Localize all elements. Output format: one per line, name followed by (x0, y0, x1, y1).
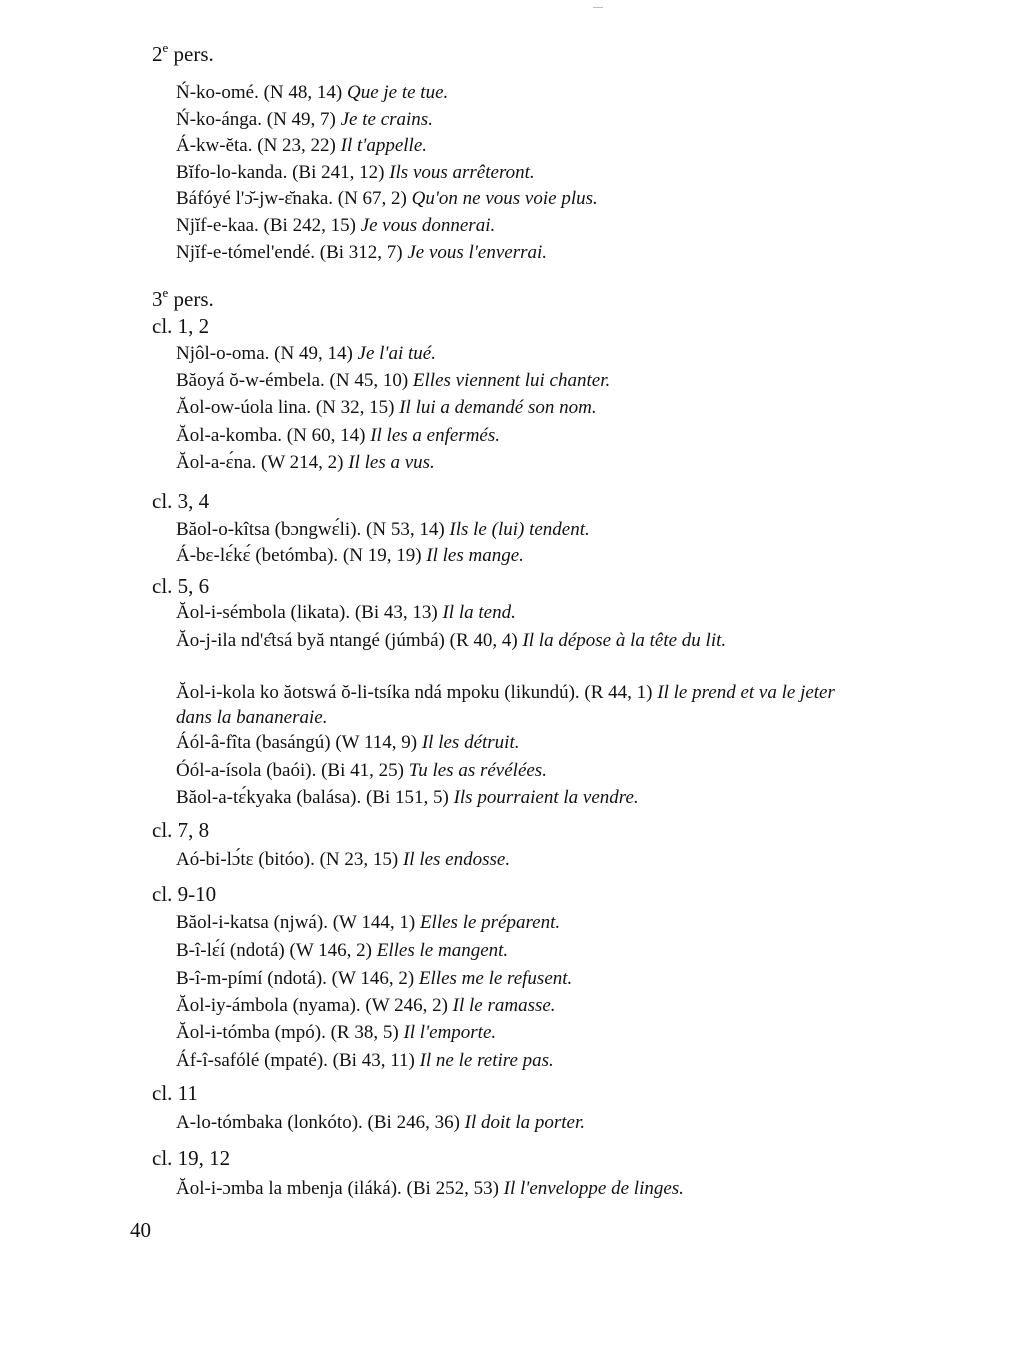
section-heading: cl. 3, 4 (152, 489, 210, 513)
section-heading: cl. 5, 6 (152, 574, 210, 598)
section-heading: cl. 9-10 (152, 882, 217, 906)
example-line: Ăol-i-tómba (mpó). (R 38, 5) Il l'emporte. (176, 1022, 497, 1043)
example-line: Báfóyé l'ɔ̆-jw-ɛ̆naka. (N 67, 2) Qu'on ne vous voie plus. (176, 188, 598, 209)
example-line: Bĭfo-lo-kanda. (Bi 241, 12) Ils vous arrêteront. (176, 162, 535, 183)
example-line: Ăol-i-sémbola (likata). (Bi 43, 13) Il la tend. (176, 602, 516, 623)
section-heading: 2e pers. (152, 40, 214, 66)
section-heading: cl. 7, 8 (152, 818, 210, 842)
example-line: Njĭf-e-tómel'endé. (Bi 312, 7) Je vous l'enverrai. (176, 242, 548, 263)
example-line: Ăo-j-ila nd'ɛ̂tsá byă ntangé (júmbá) (R 40, 4) Il la dépose à la tête du lit. (176, 630, 727, 651)
example-line: Ăol-i-ɔmba la mbenja (iláká). (Bi 252, 53) Il l'enveloppe de linges. (176, 1178, 684, 1199)
example-line: Băol-i-katsa (njwá). (W 144, 1) Elles le préparent. (176, 912, 561, 933)
section-heading: cl. 11 (152, 1081, 198, 1105)
example-line: Áól-â-fîta (basángú) (W 114, 9) Il les détruit. (176, 732, 520, 753)
example-line: Ăol-iy-ámbola (nyama). (W 246, 2) Il le ramasse. (176, 995, 556, 1016)
example-line: Óól-a-ísola (baói). (Bi 41, 25) Tu les as révélées. (176, 760, 547, 781)
example-line: A-lo-tómbaka (lonkóto). (Bi 246, 36) Il doit la porter. (176, 1112, 585, 1133)
example-line: Ăol-ow-úola lina. (N 32, 15) Il lui a demandé son nom. (176, 397, 597, 418)
section-heading: cl. 19, 12 (152, 1146, 231, 1170)
scan-mark (593, 7, 603, 8)
example-line: Njĭf-e-kaa. (Bi 242, 15) Je vous donnerai. (176, 215, 496, 236)
example-line: Á-kw-ĕta. (N 23, 22) Il t'appelle. (176, 135, 427, 156)
example-line: Njôl-o-oma. (N 49, 14) Je l'ai tué. (176, 343, 436, 364)
example-line: Aó-bi-lɔ́tɛ (bitóo). (N 23, 15) Il les endosse. (176, 849, 511, 870)
section-heading: cl. 1, 2 (152, 314, 210, 338)
example-line: Băoyá ŏ-w-émbela. (N 45, 10) Elles viennent lui chanter. (176, 370, 611, 391)
example-line: Băol-a-tɛ́kyaka (balása). (Bi 151, 5) Ils pourraient la vendre. (176, 787, 639, 808)
example-line: Ăol-a-ɛ́na. (W 214, 2) Il les a vus. (176, 452, 435, 473)
example-line: Áf-î-safólé (mpaté). (Bi 43, 11) Il ne le retire pas. (176, 1050, 554, 1071)
example-line: B-î-lɛ́í (ndotá) (W 146, 2) Elles le mangent. (176, 940, 509, 961)
example-line: B-î-m-pímí (ndotá). (W 146, 2) Elles me le refusent. (176, 968, 573, 989)
page-number: 40 (130, 1218, 151, 1242)
example-line: Ń-ko-omé. (N 48, 14) Que je te tue. (176, 82, 449, 103)
example-line: Ăol-a-komba. (N 60, 14) Il les a enfermés. (176, 425, 500, 446)
example-line: Băol-o-kîtsa (bɔngwɛ́li). (N 53, 14) Ils le (lui) tendent. (176, 519, 590, 540)
example-line: Ń-ko-ánga. (N 49, 7) Je te crains. (176, 109, 433, 130)
example-line: Á-bɛ-lɛ́kɛ́ (betómba). (N 19, 19) Il les mange. (176, 545, 524, 566)
example-line: Ăol-i-kola ko ăotswá ŏ-li-tsíka ndá mpoku (likundú). (R 44, 1) Il le prend et va le jeter dans la bananeraie. (176, 682, 835, 728)
section-heading: 3e pers. (152, 285, 214, 311)
